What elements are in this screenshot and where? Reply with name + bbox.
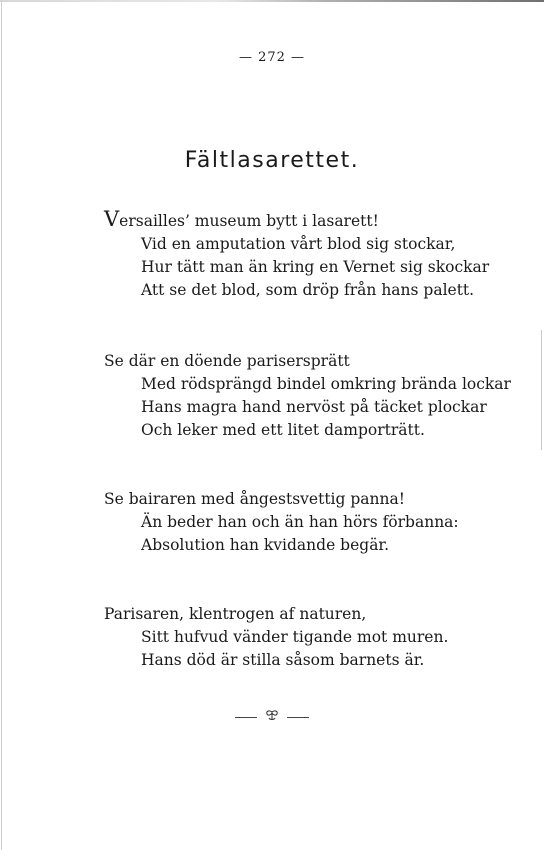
poem-line: Se bairaren med ångestsvettig panna! <box>104 490 405 508</box>
poem-line: Att se det blod, som dröp från hans palett. <box>141 281 475 299</box>
stanza-4 <box>104 603 448 672</box>
poem-line: Sitt hufvud vänder tigande mot muren. <box>141 628 449 646</box>
drop-cap-letter: V <box>104 207 120 231</box>
poem-line: Hur tätt man än kring en Vernet sig skockar <box>141 258 490 276</box>
poem-line: Hans magra hand nervöst på täcket plockar <box>141 398 487 416</box>
poem-line <box>104 208 489 233</box>
poem-line: Se där en döende parisersprätt <box>104 352 350 370</box>
poem-line: Än beder han och än han hörs förbanna: <box>141 513 459 531</box>
stanza-1 <box>104 208 489 302</box>
poem-line: Med rödsprängd bindel omkring brända lockar <box>141 375 511 393</box>
poem-line: Och leker med ett litet damporträtt. <box>141 421 425 439</box>
poem-line: Vid en amputation vårt blod sig stockar, <box>141 235 456 253</box>
ornament-rule-right <box>287 717 309 718</box>
scan-edge-right <box>541 330 542 450</box>
poem-line: Hans död är stilla såsom barnets är. <box>141 651 425 669</box>
fleuron-icon <box>263 710 281 725</box>
scan-edge-top <box>0 0 544 2</box>
poem-line-text: ersailles’ museum bytt i lasarett! <box>119 212 379 230</box>
poem-title: Fältlasarettet. <box>184 148 360 173</box>
stanza-3 <box>104 488 459 557</box>
poem-line: Absolution han kvidande begär. <box>141 536 390 554</box>
fleuron-ornament <box>0 710 544 725</box>
stanza-2 <box>104 350 511 442</box>
poem-line: Parisaren, klentrogen af naturen, <box>104 605 367 623</box>
ornament-rule-left <box>235 717 257 718</box>
page-number: — 272 — <box>238 50 306 65</box>
